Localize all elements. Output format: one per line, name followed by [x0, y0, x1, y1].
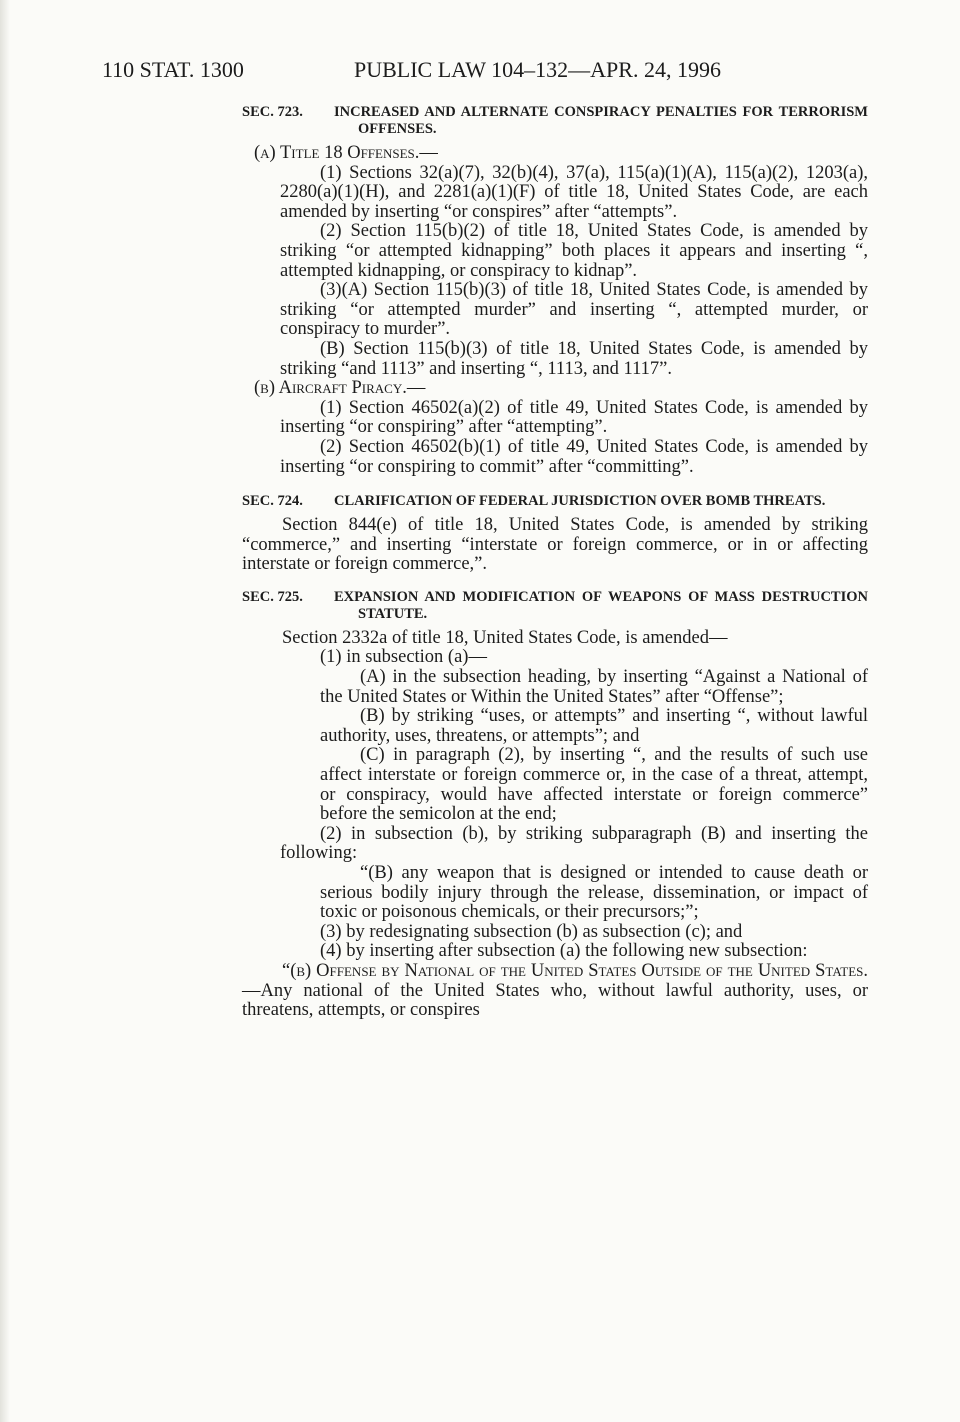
item-4: (4) by inserting after subsection (a) the following new subsection:	[320, 941, 808, 962]
paragraph-a3B: (B) Section 115(b)(3) of title 18, United States Code, is amended by striking “and 1113” and inserting “, 1113, and 1117”.	[280, 338, 868, 379]
stat-page-number: 110 STAT. 1300	[102, 57, 244, 82]
page-header	[102, 56, 782, 86]
section-725-title: EXPANSION AND MODIFICATION OF WEAPONS OF MASS DESTRUCTION STATUTE.	[334, 588, 868, 622]
item-1: (1) in subsection (a)—	[320, 647, 487, 668]
item-1B: (B) by striking “uses, or attempts” and inserting “, without lawful authority, uses, threatens, or attempts”; and	[320, 706, 868, 746]
section-723-title: INCREASED AND ALTERNATE CONSPIRACY PENALTIES FOR TERRORISM OFFENSES.	[334, 104, 868, 137]
section-725-heading	[242, 589, 868, 623]
item-1A: (A) in the subsection heading, by inserting “Against a National of the United States or Within the United States” after “Offense”;	[320, 667, 868, 707]
paragraph-b2: (2) Section 46502(b)(1) of title 49, United States Code, is amended by inserting “or conspiring to commit” after “committing”.	[280, 436, 868, 477]
subsection-b-heading: (b) Aircraft Piracy.—	[254, 378, 426, 399]
section-724-title: CLARIFICATION OF FEDERAL JURISDICTION OVER BOMB THREATS.	[334, 493, 826, 510]
section-723-heading	[242, 104, 868, 138]
section-723-number: SEC. 723.	[242, 104, 303, 120]
section-725-number: SEC. 725.	[242, 588, 303, 605]
paragraph-a2: (2) Section 115(b)(2) of title 18, United States Code, is amended by striking “or attempted kidnapping” both places it appears and inserting “, attempted kidnapping, or conspiracy to kidnap”.	[280, 221, 868, 281]
quoted-subparagraph-B: “(B) any weapon that is designed or intended to cause death or serious bodily injury through the release, dissemination, or impact of toxic or poisonous chemicals, or their precursors;”;	[320, 863, 868, 923]
new-subsection-b-body: Any national of the United States who, without lawful authority, uses, or threatens, attempts, or conspires	[242, 980, 868, 1021]
paragraph-a1: (1) Sections 32(a)(7), 32(b)(4), 37(a), 115(a)(1)(A), 115(a)(2), 1203(a), 2280(a)(1)(H), and 2281(a)(1)(F) of title 18, United States Code, are each amended by inserting “or conspires” after “attempts”.	[280, 162, 868, 222]
page-edge-shadow	[0, 0, 10, 1422]
item-2: (2) in subsection (b), by striking subparagraph (B) and inserting the following:	[280, 823, 868, 864]
item-1C: (C) in paragraph (2), by inserting “, and the results of such use affect interstate or foreign commerce or, in the case of a threat, attempt, or conspiracy, would have affected interstate or foreign commerce” before the semicolon at the end;	[320, 745, 868, 825]
new-subsection-b-heading: “(b) Offense by National of the United States Outside of the United States.—	[242, 960, 868, 1001]
document-body	[242, 104, 868, 1021]
section-724-body: Section 844(e) of title 18, United States Code, is amended by striking “commerce,” and inserting “interstate or foreign commerce, or in or affecting interstate or foreign commerce,”.	[242, 515, 868, 575]
section-725-intro: Section 2332a of title 18, United States Code, is amended—	[282, 627, 728, 648]
public-law-citation: PUBLIC LAW 104–132—APR. 24, 1996	[354, 57, 721, 82]
section-724-heading	[242, 493, 868, 510]
section-724-number: SEC. 724.	[242, 493, 303, 510]
new-subsection-b	[242, 962, 868, 1021]
subsection-a-heading: (a) Title 18 Offenses.—	[254, 143, 438, 163]
item-3: (3) by redesignating subsection (b) as subsection (c); and	[320, 921, 743, 942]
paragraph-a3A: (3)(A) Section 115(b)(3) of title 18, United States Code, is amended by striking “or attempted murder” and inserting “, attempted murder, or conspiracy to murder”.	[280, 280, 868, 340]
paragraph-b1: (1) Section 46502(a)(2) of title 49, United States Code, is amended by inserting “or conspiring” after “attempting”.	[280, 397, 868, 438]
